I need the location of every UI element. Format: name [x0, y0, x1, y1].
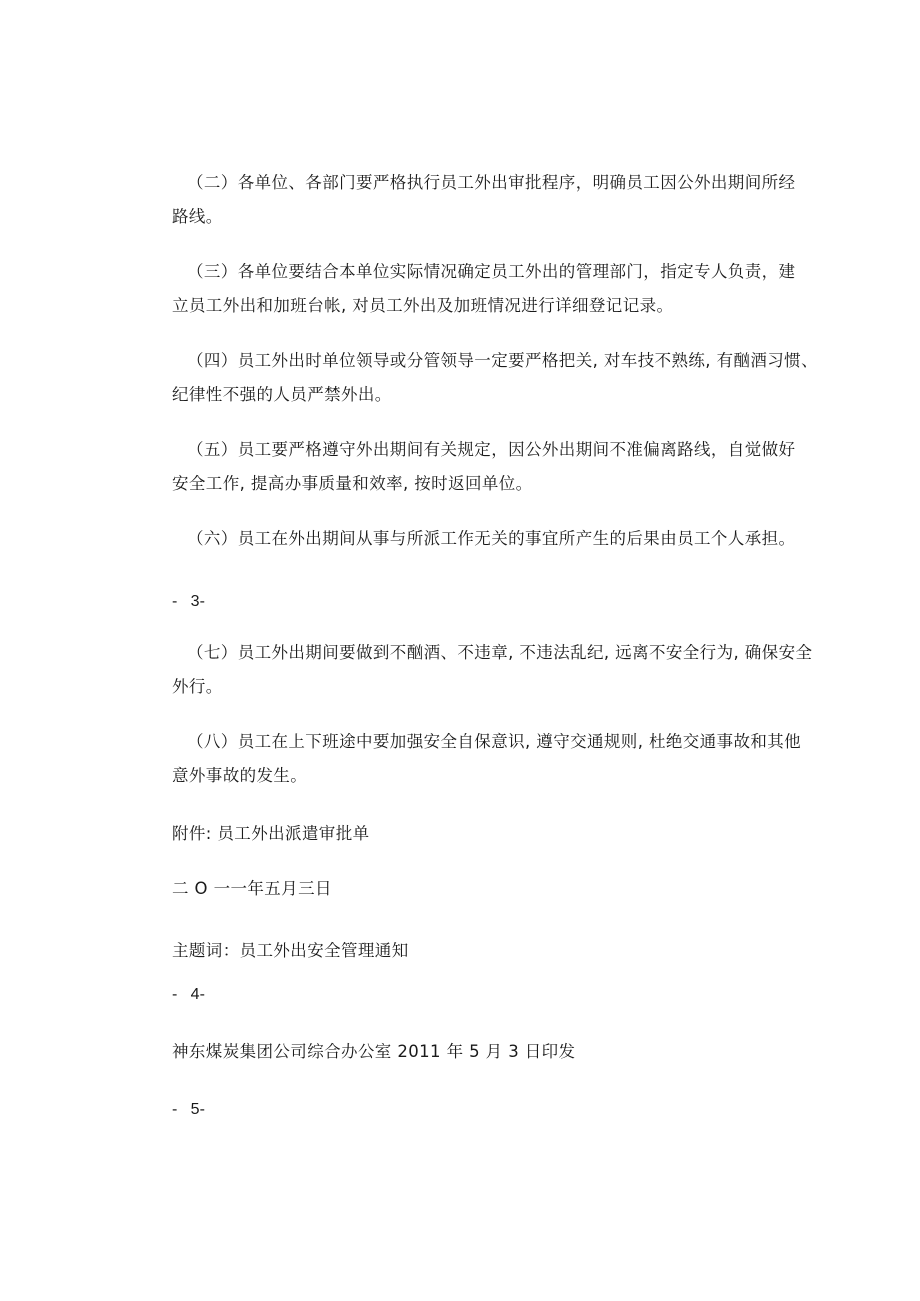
page-number-5: - 5- [172, 1101, 205, 1118]
paragraph-4-line-1: （四）员工外出时单位领导或分管领导一定要严格把关, 对车技不熟练, 有酗酒习惯、 [187, 351, 818, 370]
paragraph-8-line-2: 意外事故的发生。 [172, 766, 308, 785]
paragraph-4-line-2: 纪律性不强的人员严禁外出。 [172, 385, 392, 404]
paragraph-7-line-1: （七）员工外出期间要做到不酗酒、不违章, 不违法乱纪, 远离不安全行为, 确保安全 [187, 643, 813, 662]
paragraph-5-line-2: 安全工作, 提高办事质量和效率, 按时返回单位。 [172, 474, 533, 493]
paragraph-8-line-1: （八）员工在上下班途中要加强安全自保意识, 遵守交通规则, 杜绝交通事故和其他 [187, 732, 802, 751]
attachment-line: 附件: 员工外出派遣审批单 [172, 824, 370, 843]
paragraph-7-line-2: 外行。 [172, 677, 223, 696]
document-date: 二 O 一一年五月三日 [172, 879, 332, 898]
issuer-line: 神东煤炭集团公司综合办公室 2011 年 5 月 3 日印发 [172, 1042, 576, 1061]
paragraph-6-line-1: （六）员工在外出期间从事与所派工作无关的事宜所产生的后果由员工个人承担。 [187, 529, 796, 548]
paragraph-2-line-2: 路线。 [172, 207, 223, 226]
subject-keywords: 主题词：员工外出安全管理通知 [172, 941, 409, 960]
page-number-3: - 3- [172, 593, 205, 610]
paragraph-3-line-1: （三）各单位要结合本单位实际情况确定员工外出的管理部门，指定专人负责，建 [187, 262, 796, 281]
paragraph-2-line-1: （二）各单位、各部门要严格执行员工外出审批程序，明确员工因公外出期间所经 [187, 173, 796, 192]
paragraph-5-line-1: （五）员工要严格遵守外出期间有关规定，因公外出期间不准偏离路线，自觉做好 [187, 440, 796, 459]
paragraph-3-line-2: 立员工外出和加班台帐, 对员工外出及加班情况进行详细登记记录。 [172, 296, 674, 315]
page-number-4: - 4- [172, 986, 205, 1003]
